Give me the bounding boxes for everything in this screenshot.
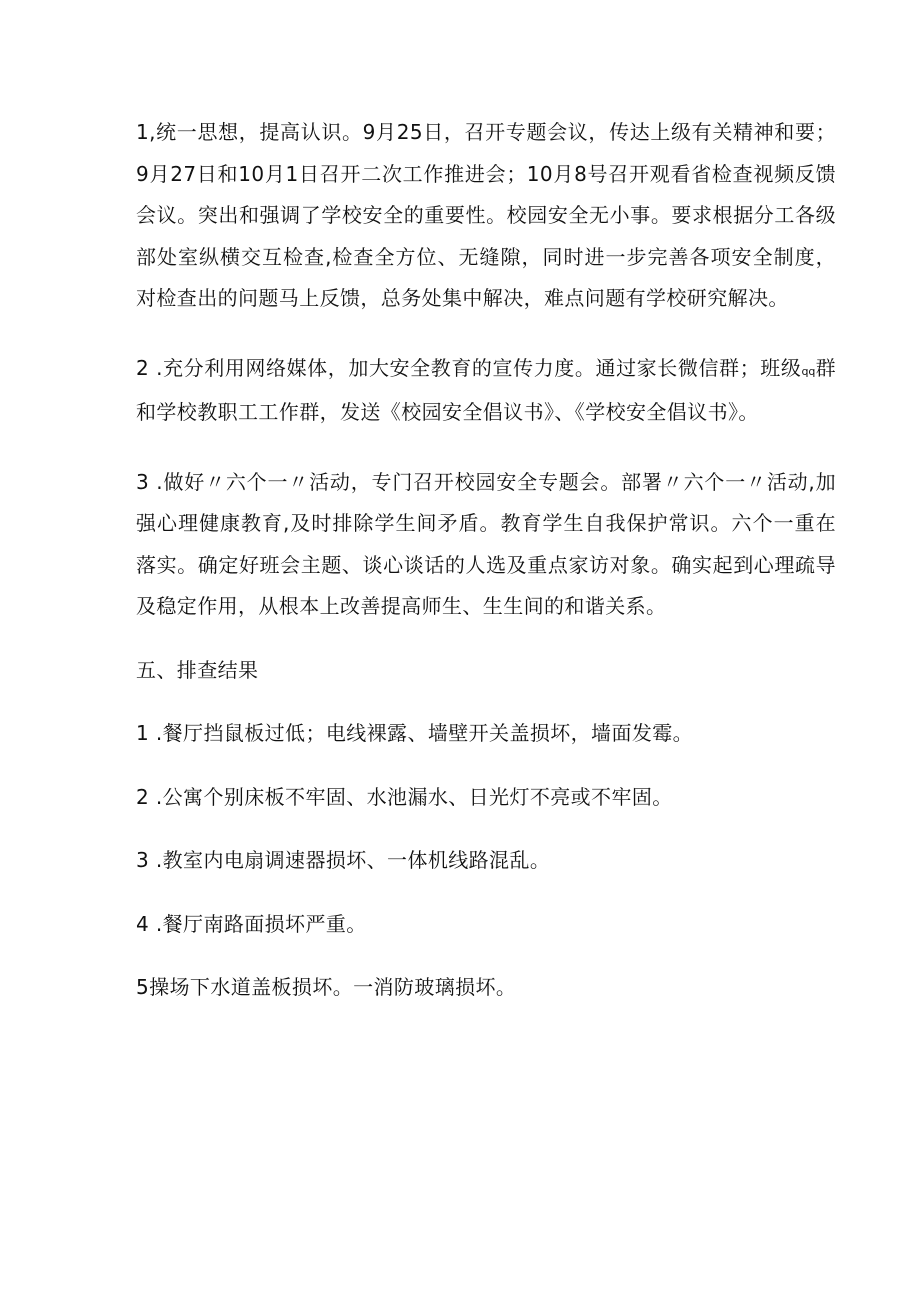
result-item-2: 2 .公寓个别床板不牢固、水池漏水、日光灯不亮或不牢固。	[136, 784, 673, 809]
result-item-4: 4 .餐厅南路面损坏严重。	[136, 911, 367, 936]
result-item-3: 3 .教室内电扇调速器损坏、一体机线路混乱。	[136, 848, 551, 872]
result-item-1: 1 .餐厅挡鼠板过低；电线裸露、墙壁开关盖损坏，墙面发霉。	[136, 721, 694, 745]
paragraph-network-media	[136, 348, 836, 434]
paragraph-six-ones-activity: 3 .做好〃六个一〃活动，专门召开校园安全专题会。部署〃六个一〃活动,加强心理健康教育,及时排除学生间矛盾。教育学生自我保护常识。六个一重在落实。确定好班会主题、谈心谈话的人选及重点家访对象。确实起到心理疏导及稳定作用，从根本上改善提高师生、生生间的和谐关系。	[136, 469, 836, 618]
result-item-5: 5操场下水道盖板损坏。一消防玻璃损坏。	[136, 975, 517, 999]
paragraph-unify-thinking: 1,统一思想，提高认识。9月25日，召开专题会议，传达上级有关精神和要；9月27日和10月1日召开二次工作推进会；10月8号召开观看省检查视频反馈会议。突出和强调了学校安全的重要性。校园安全无小事。要求根据分工各级部处室纵横交互检查,检查全方位、无缝隙，同时进一步完善各项安全制度，对检查出的问题马上反馈，总务处集中解决，难点问题有学校研究解决。	[136, 120, 836, 310]
qq-label: qq	[801, 364, 816, 378]
section-heading-results: 五、排查结果	[136, 657, 259, 682]
paragraph-network-media-part-a: 2 .充分利用网络媒体，加大安全教育的宣传力度。通过家长微信群；班级	[136, 355, 802, 380]
paragraph-network-media-part-b: 群和学校教职工工作群，发送《校园安全倡议书》、《学校安全倡议书》。	[136, 355, 836, 424]
